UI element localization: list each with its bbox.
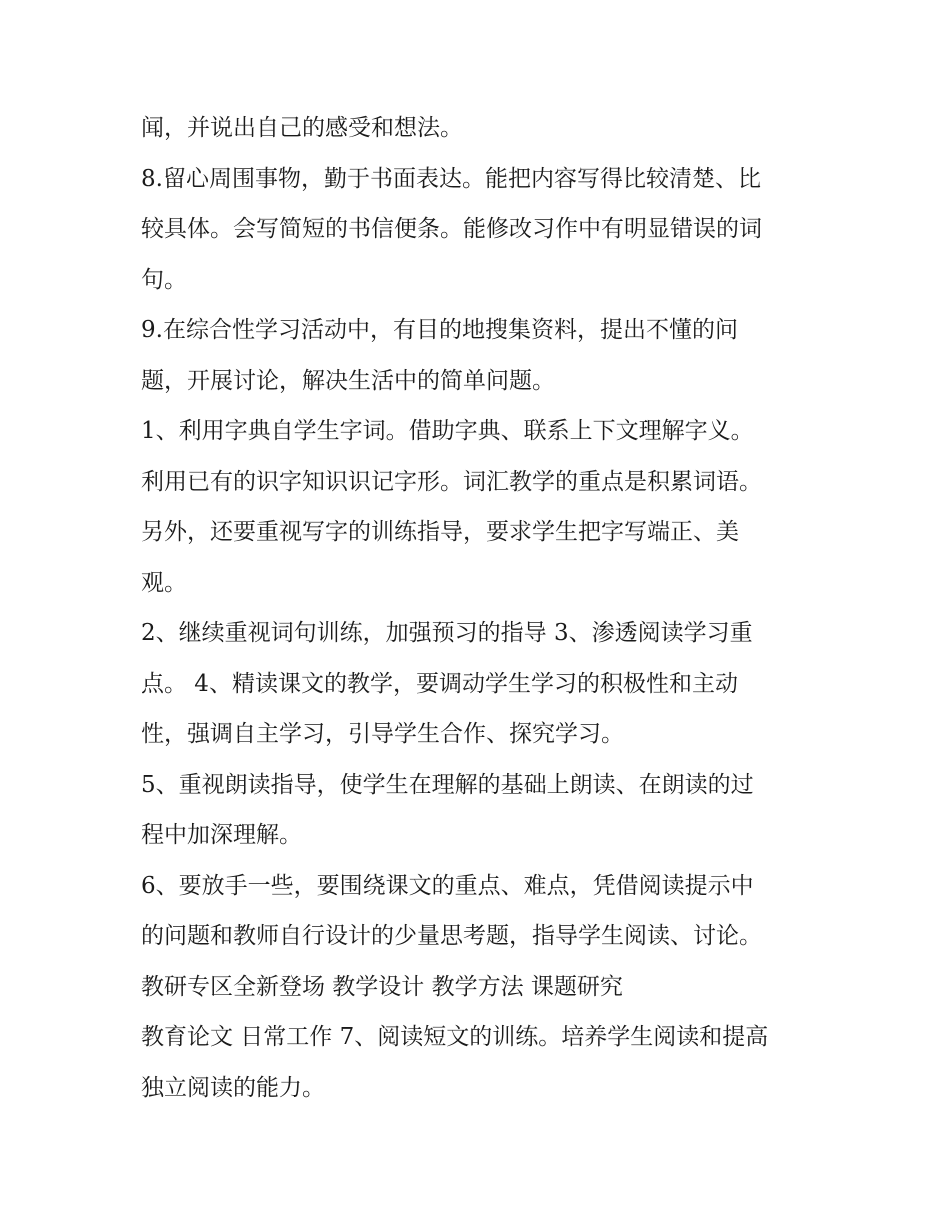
- text-line: 题，开展讨论，解决生活中的简单问题。: [141, 367, 555, 394]
- text-line: 教育论文 日常工作 7、阅读短文的训练。培养学生阅读和提高: [141, 1024, 769, 1050]
- text-line: 观。: [141, 569, 187, 596]
- text-line: 9.在综合性学习活动中，有目的地搜集资料，提出不懂的问: [141, 317, 738, 343]
- text-line: 教研专区全新登场 教学设计 教学方法 课题研究: [141, 973, 623, 1000]
- text-line: 的问题和教师自行设计的少量思考题，指导学生阅读、讨论。: [141, 923, 762, 949]
- text-line: 利用已有的识字知识识记字形。词汇教学的重点是积累词语。: [141, 468, 762, 495]
- text-line: 1、利用字典自学生字词。借助字典、联系上下文理解字义。: [141, 418, 754, 444]
- text-line: 闻，并说出自己的感受和想法。: [141, 115, 463, 141]
- text-line: 独立阅读的能力。: [141, 1074, 325, 1101]
- text-line: 点。 4、精读课文的教学，要调动学生学习的积极性和主动: [141, 670, 738, 697]
- text-line: 程中加深理解。: [141, 822, 302, 848]
- text-line: 句。: [141, 266, 187, 293]
- text-line: 8.留心周围事物，勤于书面表达。能把内容写得比较清楚、比: [141, 165, 761, 192]
- text-line: 较具体。会写简短的书信便条。能修改习作中有明显错误的词: [141, 216, 762, 242]
- text-line: 性，强调自主学习，引导学生合作、探究学习。: [141, 721, 624, 747]
- document-body: [141, 108, 831, 1118]
- text-line: 另外，还要重视写字的训练指导，要求学生把字写端正、美: [141, 519, 739, 545]
- text-line: 5、重视朗读指导，使学生在理解的基础上朗读、在朗读的过: [141, 771, 754, 798]
- text-line: 2、继续重视词句训练，加强预习的指导 3、渗透阅读学习重: [141, 620, 753, 646]
- text-line: 6、要放手一些，要围绕课文的重点、难点，凭借阅读提示中: [141, 872, 754, 899]
